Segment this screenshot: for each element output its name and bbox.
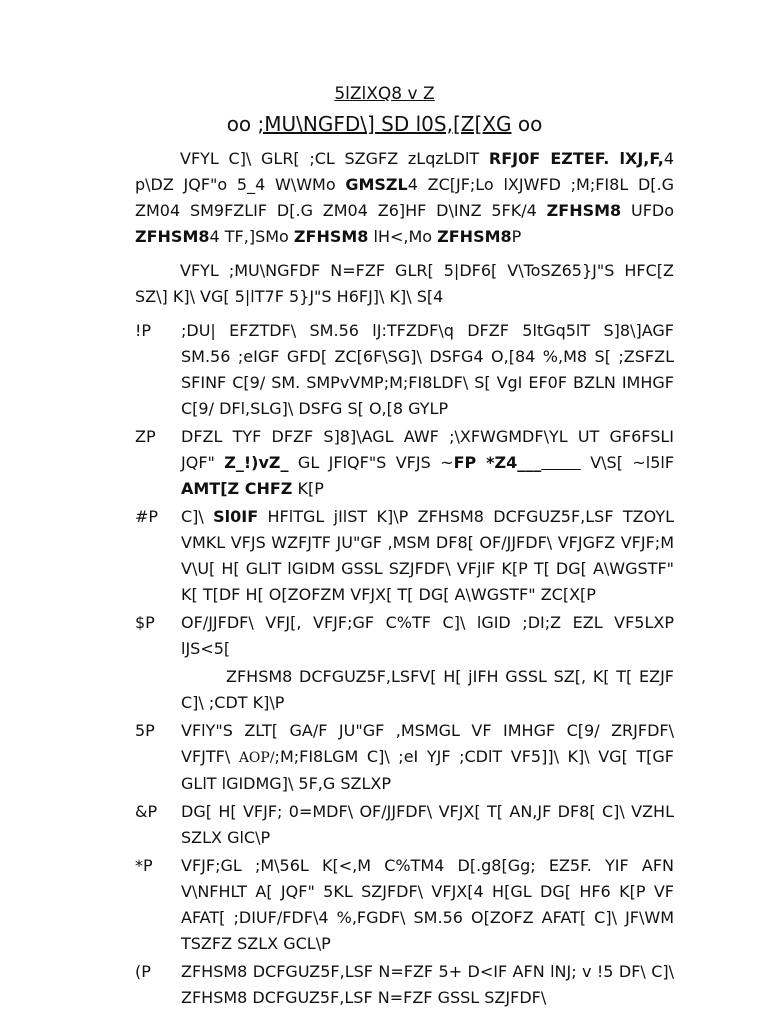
item-text: ;DU| EFZTDF\ SM.56 lJ:TFZDF\q DFZF 5ltGq5lT S]8\]AGF SM.56 ;eIGF GFD[ ZC[6F\SG]\ DSFG4 O,[84 %,M8 S[ ;ZSFZL SFINF C[9/ SM. SMPvVMP;M;FI8LDF\ S[ VgI EF0F BZLN IMHGF C[9/ DFl,SLG]\ DSFG S[ O,[8 GYLP xyxy=(181,321,674,418)
item-text: VFlY"S ZLT[ GA/F JU"GF ,MSMGL VF IMHGF C[9/ ZRJFDF\ VFJTF\ AOP/;M;FI8LGM C]\ ;eI YJF ;CDlT VF5]]\ K]\ VG[ T[GF GLlT lGIDMG]\ 5F,G SZLXP xyxy=(181,721,674,793)
item-number: *P xyxy=(135,856,153,875)
title-prefix: oo xyxy=(226,112,258,136)
item-text: OF/JJFDF\ VFJ[, VFJF;GF C%TF C]\ lGID ;DI;Z EZL VF5LXP lJS<5[ xyxy=(181,613,674,658)
list-item xyxy=(135,610,674,662)
item-text: C]\ Sl0IF HFlTGL jIlST K]\P ZFHSM8 DCFGUZ5F,LSF TZOYL VMKL VFJS WZFJTF JU"GF ,MSM DF8[ OF/JJFDF\ VFJGFZ VFJF;M V\U[ H[ GLlT lGIDM GSSL SZJFDF\ VFjIF K[P T[ DG[ A\WGSTF" K[ T[DF H[ O[ZOFZM VFJX[ T[ DG[ A\WGSTF" ZC[X[P xyxy=(181,507,675,604)
item-text: ZFHSM8 DCFGUZ5F,LSF N=FZF 5+ D<IF AFN lNJ; v !5 DF\ C]\ ZFHSM8 DCFGUZ5F,LSF N=FZF GSSL SZJFDF\ xyxy=(181,962,674,1007)
declaration-intro: VFYL ;MU\NGFDF N=FZF GLR[ 5|DF6[ V\ToSZ65}J"S HFC[Z SZ\] K]\ VG[ 5|lT7F 5}J"S H6FJ]\ K]\ S[4 xyxy=(135,261,674,306)
item-number: 5P xyxy=(135,721,155,740)
sub-paragraph: ZFHSM8 DCFGUZ5F,LSFV[ H[ jIFH GSSL SZ[, K[ T[ EZJF C]\ ;CDT K]\P xyxy=(181,667,674,712)
title-suffix: oo xyxy=(511,112,543,136)
declaration-list xyxy=(135,318,674,1011)
list-item xyxy=(135,959,674,1011)
item-number: (P xyxy=(135,962,151,981)
declarant-paragraph: VFYL C]\ GLR[ ;CL SZGFZ zLqzLDlT RFJ0F EZTEF. lXJ,F,4 p\DZ JQF"o 5_4 W\WMo GMSZL4 ZC[JF;Lo lXJWFD ;M;FI8L D[.G ZM04 SM9FZLIF D[.G ZM04 Z6]HF D\INZ 5FK/4 ZFHSM8 UFDo ZFHSM84 TF,]SMo ZFHSM8 lH<,Mo ZFHSM8P xyxy=(135,149,675,246)
title-main: ;MU\NGFD\] SD l0S,[Z[XG xyxy=(257,112,512,136)
list-item xyxy=(135,799,674,851)
document-title xyxy=(95,110,674,138)
item-text: DG[ H[ VFJF; 0=MDF\ OF/JJFDF\ VFJX[ T[ AN,JF DF8[ C]\ VZHL SZLX GlC\P xyxy=(181,802,674,847)
list-item xyxy=(135,318,674,422)
list-item xyxy=(135,853,674,957)
list-item xyxy=(135,504,674,608)
item-number: !P xyxy=(135,321,152,340)
item-number: #P xyxy=(135,507,159,526)
item-text: DFZL TYF DFZF S]8]\AGL AWF ;\XFWGMDF\YL UT GF6FSLI JQF" Z_!)vZ_ GL JFlQF"S VFJS ~FP *Z4___ V\S[ ~l5lF AMT[Z CHFZ K[P xyxy=(181,427,675,498)
document-subtitle: 5lZlXQ8 v Z xyxy=(334,84,435,104)
item-number: ZP xyxy=(135,427,156,446)
list-item xyxy=(135,424,674,502)
item-text: VFJF;GL ;M\56L K[<,M C%TM4 D[.g8[Gg; EZ5F. YIF AFN V\NFHLT A[ JQF" 5KL SZJFDF\ VFJX[4 H[GL DG[ HF6 K[P VF AFAT[ ;DIUF/FDF\4 %,FGDF\ SM.56 O[ZOFZ AFAT[ C]\ JF\WM TSZFZ SZLX GCL\P xyxy=(181,856,674,953)
item-number: &P xyxy=(135,802,158,821)
list-item xyxy=(135,718,674,797)
item-number: $P xyxy=(135,613,155,632)
